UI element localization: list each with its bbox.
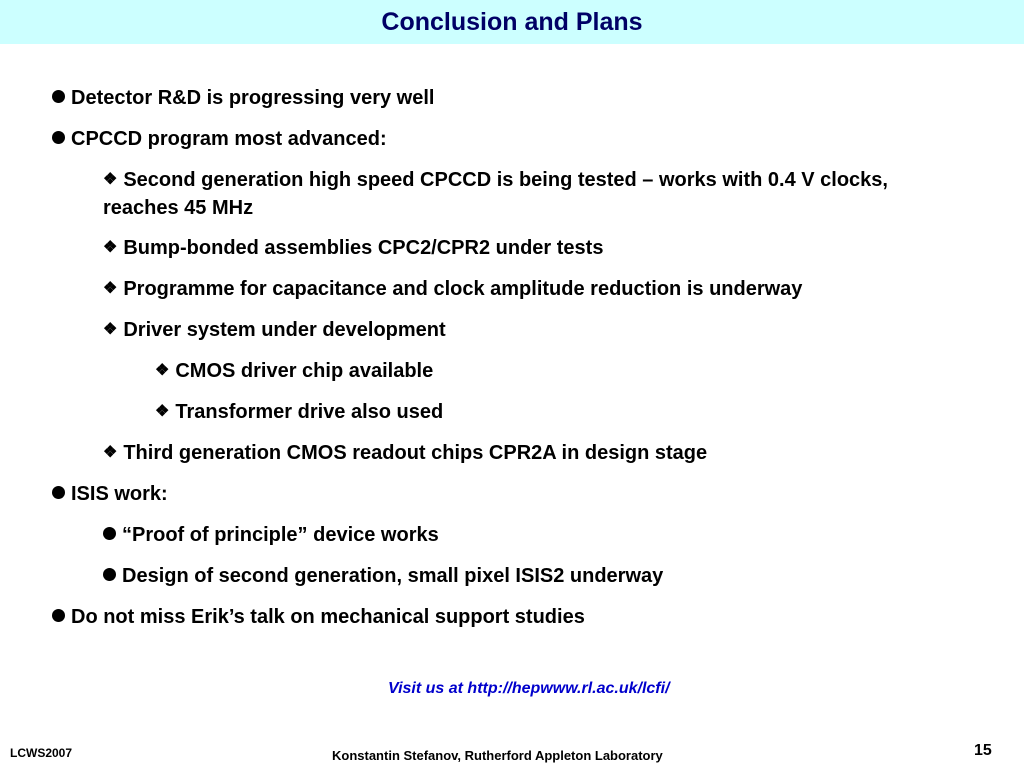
sub-bullet-text: Second generation high speed CPCCD is being tested – works with 0.4 V clocks, reaches 45 MHz bbox=[103, 169, 888, 219]
sub-bullet-item bbox=[103, 234, 603, 262]
footer-conference-label: LCWS2007 bbox=[10, 746, 73, 760]
sub-bullet-item bbox=[103, 275, 802, 303]
bullet-item bbox=[52, 84, 434, 112]
sub-bullet-item bbox=[103, 439, 707, 467]
diamond-icon: ❖ bbox=[103, 171, 118, 188]
bullet-item bbox=[52, 603, 585, 631]
sub-sub-bullet-text: CMOS driver chip available bbox=[175, 360, 434, 382]
filled-circle-icon bbox=[52, 609, 65, 622]
diamond-icon: ❖ bbox=[103, 239, 118, 256]
sub-sub-bullet-item bbox=[155, 357, 433, 385]
diamond-icon: ❖ bbox=[103, 280, 118, 297]
title-bar bbox=[0, 0, 1024, 44]
sub-bullet-text: Bump-bonded assemblies CPC2/CPR2 under tests bbox=[123, 237, 604, 259]
lcfi-website-link[interactable]: Visit us at http://hepwww.rl.ac.uk/lcfi/ bbox=[388, 680, 670, 697]
filled-circle-icon bbox=[52, 131, 65, 144]
bullet-text: ISIS work: bbox=[71, 483, 168, 505]
sub-bullet-text: Driver system under development bbox=[123, 319, 446, 341]
page-number: 15 bbox=[974, 742, 992, 759]
sub-bullet-item bbox=[103, 521, 439, 549]
bullet-text: Detector R&D is progressing very well bbox=[71, 87, 435, 109]
filled-circle-icon bbox=[52, 90, 65, 103]
sub-sub-bullet-item bbox=[155, 398, 443, 426]
sub-bullet-item bbox=[103, 166, 933, 222]
sub-bullet-text: Programme for capacitance and clock amplitude reduction is underway bbox=[123, 278, 803, 300]
sub-bullet-text: Design of second generation, small pixel ISIS2 underway bbox=[122, 565, 664, 587]
footer-author: Konstantin Stefanov, Rutherford Appleton Laboratory bbox=[332, 748, 663, 763]
diamond-icon: ❖ bbox=[155, 403, 170, 420]
sub-bullet-item bbox=[103, 562, 663, 590]
filled-circle-icon bbox=[103, 568, 116, 581]
slide-title: Conclusion and Plans bbox=[381, 7, 643, 36]
bullet-item bbox=[52, 125, 387, 153]
sub-sub-bullet-text: Transformer drive also used bbox=[175, 401, 444, 423]
diamond-icon: ❖ bbox=[155, 362, 170, 379]
sub-bullet-text: “Proof of principle” device works bbox=[122, 524, 439, 546]
diamond-icon: ❖ bbox=[103, 444, 118, 461]
filled-circle-icon bbox=[103, 527, 116, 540]
bullet-text: Do not miss Erik’s talk on mechanical support studies bbox=[71, 606, 585, 628]
sub-bullet-text: Third generation CMOS readout chips CPR2A in design stage bbox=[123, 442, 708, 464]
sub-bullet-item bbox=[103, 316, 446, 344]
bullet-text: CPCCD program most advanced: bbox=[71, 128, 387, 150]
filled-circle-icon bbox=[52, 486, 65, 499]
diamond-icon: ❖ bbox=[103, 321, 118, 338]
bullet-item bbox=[52, 480, 168, 508]
